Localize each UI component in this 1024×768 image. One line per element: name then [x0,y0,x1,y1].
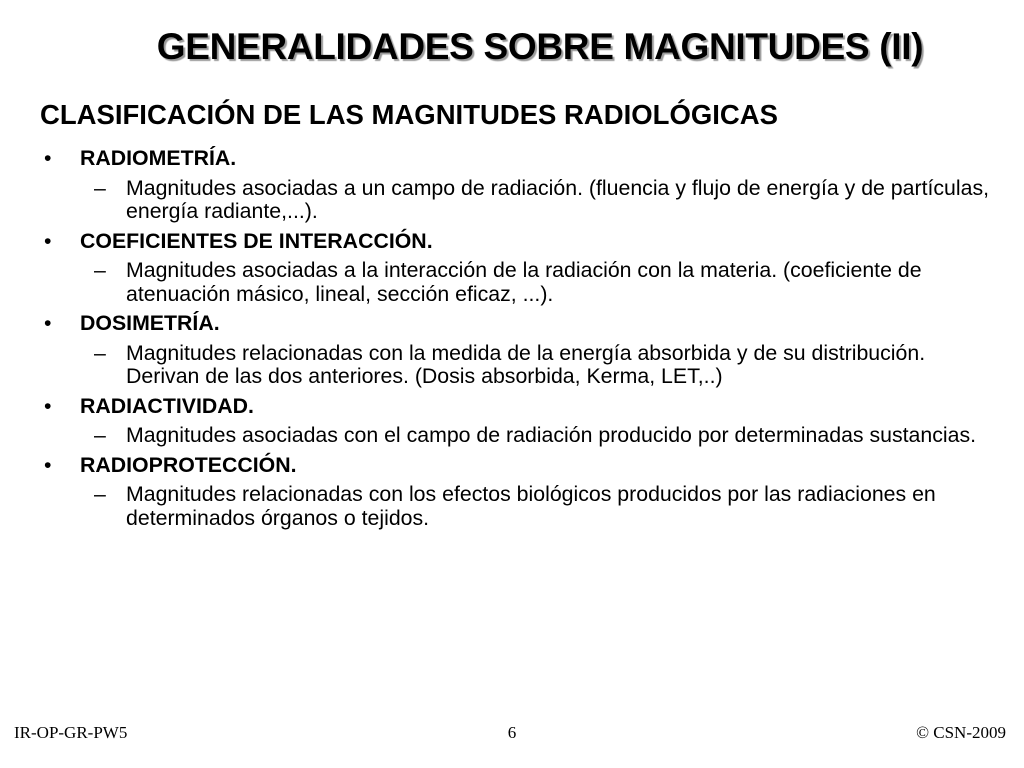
category-detail: Magnitudes asociadas a la interacción de la radiación con la materia. (coeficiente de atenuación másico, lineal, sección eficaz, ...). [126,258,922,306]
dash-icon: – [94,423,106,447]
list-item [40,454,990,531]
category-detail: Magnitudes asociadas a un campo de radiación. (fluencia y flujo de energía y de partículas, energía radiante,...). [126,175,990,223]
slide-subtitle: CLASIFICACIÓN DE LAS MAGNITUDES RADIOLÓGICAS [40,99,778,130]
bullet-icon: • [44,311,52,335]
bullet-row [40,395,990,419]
category-detail: Magnitudes asociadas con el campo de radiación producido por determinadas sustancias. [126,423,977,447]
list-item [40,147,990,224]
dash-icon: – [94,482,106,506]
category-heading: DOSIMETRÍA. [80,311,220,335]
bullet-row [40,454,990,478]
sub-row [40,259,990,306]
bullet-icon: • [44,146,52,170]
bullet-icon: • [44,228,52,253]
list-item [40,230,990,307]
sub-row [40,177,990,224]
bullet-row [40,230,990,254]
list-item [40,395,990,448]
sub-row [40,424,990,448]
category-heading: COEFICIENTES DE INTERACCIÓN. [80,228,433,253]
dash-icon: – [94,340,106,365]
bullet-row [40,312,990,336]
bullet-icon: • [44,452,52,477]
footer-copyright: © CSN-2009 [916,723,1006,742]
category-heading: RADIOPROTECCIÓN. [80,452,297,477]
classification-list [40,147,990,530]
dash-icon: – [94,258,106,282]
sub-row [40,342,990,389]
footer-page-number: 6 [507,723,517,742]
dash-icon: – [94,175,106,200]
list-item [40,312,990,389]
category-detail: Magnitudes relacionadas con la medida de la energía absorbida y de su distribución. Derivan de las dos anteriores. (Dosis absorbida, Kerma, LET,..) [126,340,926,388]
bullet-row [40,147,990,171]
category-heading: RADIOMETRÍA. [80,146,237,170]
footer-document-code: IR-OP-GR-PW5 [14,723,128,742]
slide-title: GENERALIDADES SOBRE MAGNITUDES (II) [156,26,924,67]
bullet-icon: • [44,393,52,418]
category-detail: Magnitudes relacionadas con los efectos biológicos producidos por las radiaciones en determinados órganos o tejidos. [126,482,936,530]
sub-row [40,483,990,530]
category-heading: RADIACTIVIDAD. [80,393,254,418]
